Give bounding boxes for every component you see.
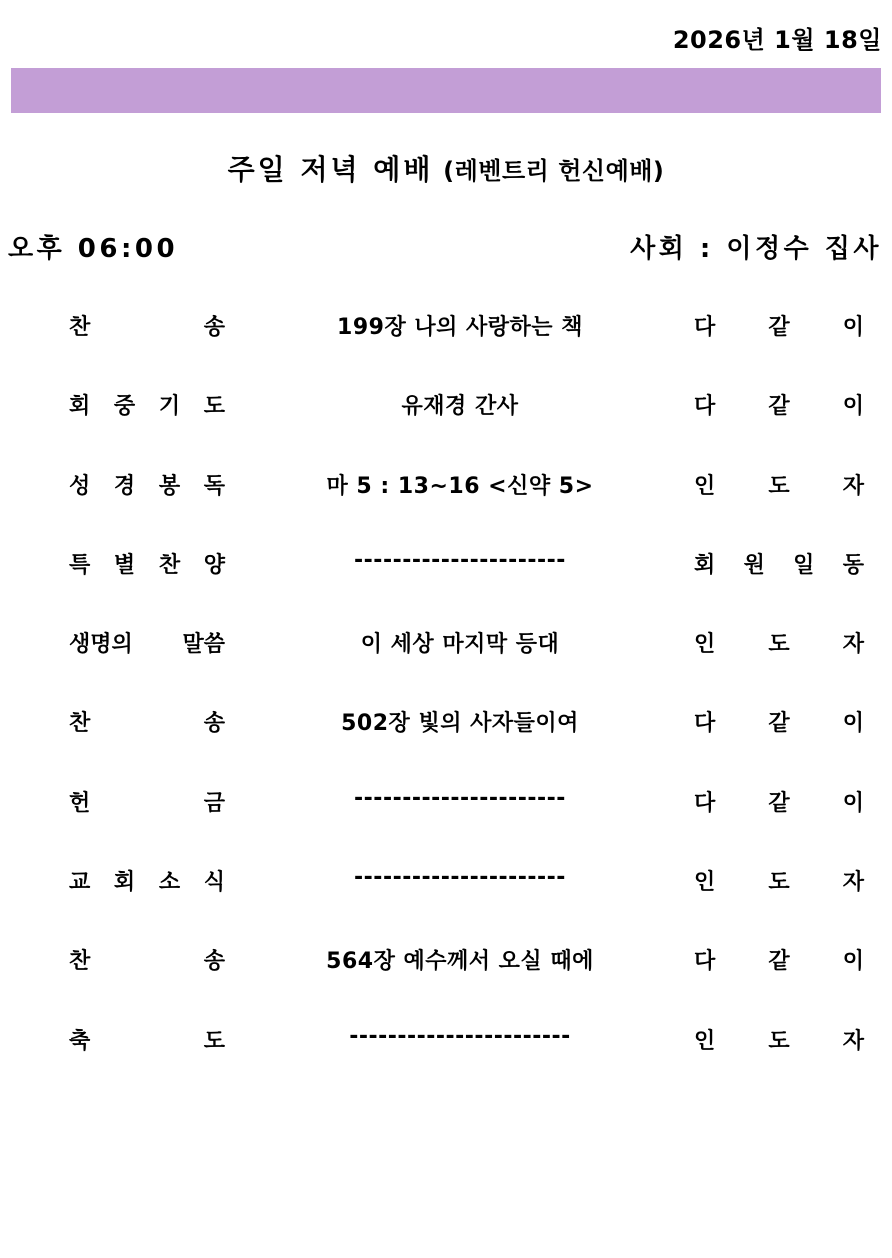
program-item-content: ----------------------- bbox=[349, 1023, 571, 1049]
program-item-label-part: 찬 bbox=[69, 315, 91, 340]
program-item-label-part: 금 bbox=[203, 790, 225, 816]
service-title-main: 주일 저녁 예배 bbox=[227, 153, 434, 186]
program-item-participant bbox=[694, 310, 864, 341]
program-item-label-part: 봉 bbox=[158, 473, 181, 499]
service-title bbox=[0, 148, 892, 188]
program-row bbox=[0, 369, 892, 448]
program-item-participant bbox=[694, 786, 864, 817]
bulletin-date: 2026년 1월 18일 bbox=[672, 26, 882, 54]
program-item-label-part: 독 bbox=[203, 473, 225, 499]
program-item-label bbox=[69, 548, 225, 579]
program-item-participant-part: 인 bbox=[694, 870, 716, 896]
program-item-content: 502장 빛의 사자들이여 bbox=[341, 711, 579, 737]
program-item-participant-part: 다 bbox=[694, 790, 716, 816]
program-item-participant-part: 다 bbox=[694, 711, 716, 737]
program-item-participant-part: 원 bbox=[743, 552, 765, 578]
program-item-label bbox=[69, 865, 225, 896]
program-item-label-part: 도 bbox=[203, 394, 225, 420]
program-item-label-part: 식 bbox=[203, 870, 225, 896]
program-item-participant-part: 같 bbox=[768, 315, 790, 340]
program-item-participant-part: 일 bbox=[793, 552, 815, 578]
program-item-label-part: 별 bbox=[113, 552, 136, 578]
program-item-label-part: 경 bbox=[113, 473, 136, 499]
program-item-participant-part: 도 bbox=[768, 1028, 790, 1054]
program-item-participant bbox=[694, 944, 864, 975]
program-item-participant-part: 같 bbox=[768, 711, 790, 737]
program-item-label-part: 송 bbox=[203, 711, 225, 737]
header-color-band bbox=[11, 68, 881, 113]
program-item-label-part: 송 bbox=[203, 949, 225, 975]
program-item-participant-part: 이 bbox=[842, 790, 864, 816]
program-item-participant-part: 자 bbox=[842, 473, 864, 499]
program-item-label bbox=[69, 1024, 225, 1055]
program-item-label-part: 찬 bbox=[69, 711, 91, 737]
program-row bbox=[0, 607, 892, 686]
program-item-label-part: 성 bbox=[69, 473, 91, 499]
program-item-participant-part: 이 bbox=[842, 315, 864, 340]
program-item-participant-part: 도 bbox=[768, 632, 790, 658]
program-row bbox=[0, 290, 892, 369]
program-item-participant-part: 회 bbox=[694, 552, 716, 578]
program-item-label-part: 특 bbox=[69, 552, 91, 578]
program-item-participant-part: 다 bbox=[694, 315, 716, 340]
program-item-participant-part: 같 bbox=[768, 790, 790, 816]
program-row bbox=[0, 924, 892, 1003]
service-title-subtitle: (레벤트리 헌신예배) bbox=[443, 157, 665, 185]
program-item-label-part: 찬 bbox=[69, 949, 91, 975]
program-row bbox=[0, 845, 892, 924]
program-item-participant-part: 도 bbox=[768, 870, 790, 896]
program-item-label-part: 양 bbox=[203, 552, 225, 578]
program-item-participant-part: 동 bbox=[842, 552, 864, 578]
program-item-participant-part: 같 bbox=[768, 949, 790, 975]
program-item-label bbox=[69, 627, 225, 658]
program-item-content: 이 세상 마지막 등대 bbox=[360, 632, 560, 658]
program-item-content: ---------------------- bbox=[354, 865, 566, 891]
program-item-participant-part: 이 bbox=[842, 949, 864, 975]
program-item-label-part: 기 bbox=[158, 394, 181, 420]
program-item-label-part: 축 bbox=[69, 1028, 91, 1054]
program-item-label-part: 생명의 bbox=[69, 632, 133, 658]
service-presider: 사회 : 이정수 집사 bbox=[630, 234, 882, 264]
program-item-label-part: 송 bbox=[203, 315, 225, 340]
program-item-label bbox=[69, 786, 225, 817]
program-item-label-part: 회 bbox=[113, 870, 136, 896]
program-item-participant bbox=[694, 1024, 864, 1055]
program-item-participant-part: 자 bbox=[842, 632, 864, 658]
program-item-content: 564장 예수께서 오실 때에 bbox=[326, 949, 594, 975]
program-item-content: ---------------------- bbox=[354, 547, 566, 573]
program-row bbox=[0, 449, 892, 528]
program-item-label-part: 중 bbox=[113, 394, 136, 420]
program-item-participant bbox=[694, 627, 864, 658]
program-row bbox=[0, 528, 892, 607]
program-item-content: 마 5 : 13~16 <신약 5> bbox=[326, 473, 594, 499]
program-item-participant bbox=[694, 389, 864, 420]
program-item-participant-part: 도 bbox=[768, 473, 790, 499]
program-item-label-part: 소 bbox=[158, 870, 181, 896]
order-of-worship bbox=[0, 290, 892, 1083]
program-item-content: ---------------------- bbox=[354, 785, 566, 811]
program-item-participant-part: 자 bbox=[842, 1028, 864, 1054]
program-item-content: 199장 나의 사랑하는 책 bbox=[337, 315, 583, 340]
program-item-participant-part: 인 bbox=[694, 473, 716, 499]
program-item-participant-part: 다 bbox=[694, 949, 716, 975]
service-time: 오후 06:00 bbox=[8, 234, 179, 264]
program-row bbox=[0, 686, 892, 765]
program-item-label bbox=[69, 469, 225, 500]
program-item-participant bbox=[694, 706, 864, 737]
program-row bbox=[0, 1004, 892, 1083]
program-item-label bbox=[69, 310, 225, 341]
program-item-participant bbox=[694, 548, 864, 579]
program-item-participant bbox=[694, 469, 864, 500]
program-item-participant-part: 같 bbox=[768, 394, 790, 420]
program-item-label-part: 찬 bbox=[158, 552, 181, 578]
program-item-label-part: 교 bbox=[69, 870, 91, 896]
program-item-participant-part: 인 bbox=[694, 632, 716, 658]
program-item-participant-part: 이 bbox=[842, 394, 864, 420]
program-item-label-part: 헌 bbox=[69, 790, 91, 816]
program-item-participant-part: 다 bbox=[694, 394, 716, 420]
program-item-participant-part: 인 bbox=[694, 1028, 716, 1054]
program-item-label-part: 도 bbox=[203, 1028, 225, 1054]
program-item-participant-part: 이 bbox=[842, 711, 864, 737]
program-item-label-part: 말씀 bbox=[182, 632, 225, 658]
program-item-label bbox=[69, 706, 225, 737]
program-row bbox=[0, 766, 892, 845]
program-item-label bbox=[69, 944, 225, 975]
program-item-label bbox=[69, 389, 225, 420]
program-item-participant bbox=[694, 865, 864, 896]
program-item-participant-part: 자 bbox=[842, 870, 864, 896]
program-item-content: 유재경 간사 bbox=[401, 394, 519, 420]
program-item-label-part: 회 bbox=[69, 394, 91, 420]
